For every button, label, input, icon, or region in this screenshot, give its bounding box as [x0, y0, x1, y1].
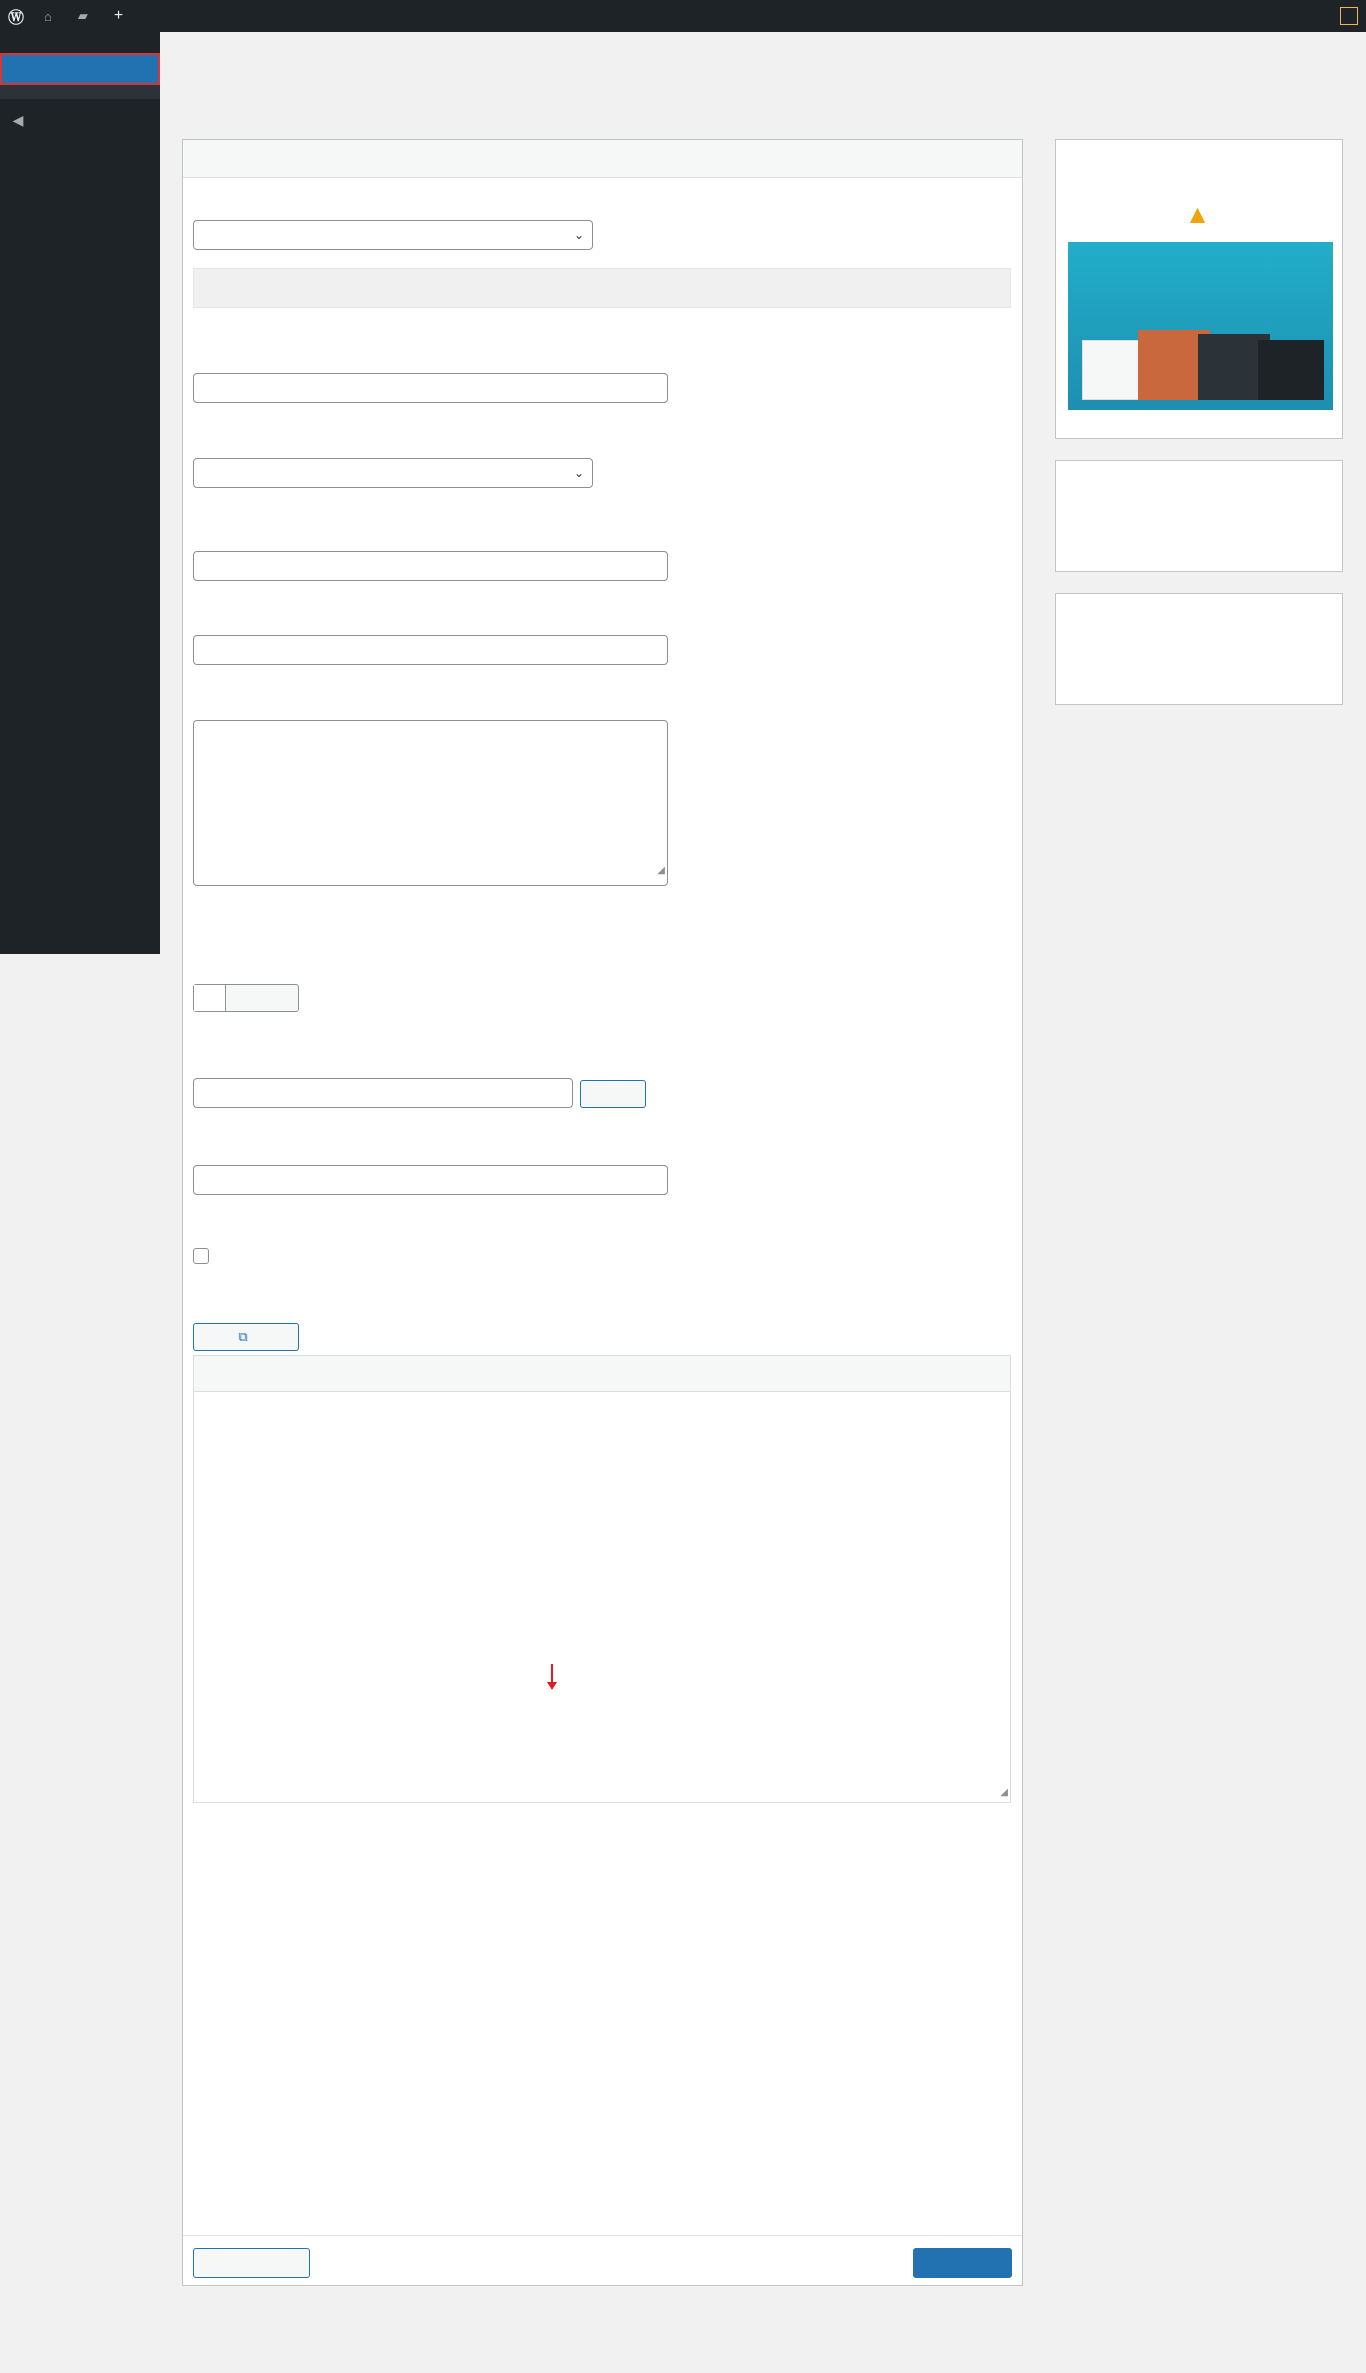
documentation-title [1056, 594, 1342, 614]
our-themes-widget [1055, 139, 1343, 439]
comment-bubble-icon: ▰ [77, 8, 88, 23]
sections-panel [182, 139, 1023, 2286]
appearance-submenu [0, 85, 160, 99]
num-sections-select[interactable] [193, 220, 593, 250]
theme-thumbnail [1258, 340, 1324, 400]
title-input[interactable] [193, 635, 668, 665]
documentation-widget [1055, 593, 1343, 705]
documentation-body [1056, 614, 1342, 626]
admin-sidebar [0, 32, 160, 954]
theme-thumbnail [1082, 340, 1146, 400]
subtitle-input[interactable] [193, 551, 668, 581]
menu-appearance[interactable] [0, 53, 160, 85]
section-content-textarea[interactable] [193, 1391, 1011, 1803]
collapse-menu-button[interactable] [0, 103, 160, 137]
forum-title [1056, 461, 1342, 481]
container-input[interactable] [193, 373, 668, 403]
site-name-link[interactable] [34, 0, 68, 32]
wordpress-logo-icon[interactable]: Ⓦ [8, 9, 25, 27]
resize-handle-icon[interactable]: ◢ [657, 865, 665, 876]
footer-divider [183, 2235, 1022, 2236]
restore-defaults-button[interactable] [193, 2248, 310, 2278]
comments-link[interactable] [68, 0, 104, 32]
hide-section-checkbox[interactable] [193, 1248, 209, 1264]
plus-icon: + [113, 7, 124, 24]
add-media-icon: ⧉ [238, 1329, 248, 1344]
quicktags-toolbar [193, 1355, 1011, 1391]
bgcolor-picker[interactable] [193, 984, 299, 1012]
promo-banner[interactable] [1068, 242, 1333, 410]
color-swatch [194, 985, 226, 1011]
upload-button[interactable] [580, 1080, 646, 1108]
logo-triangle-icon: ▲ [1184, 198, 1211, 229]
home-icon: ⌂ [44, 8, 52, 24]
animation-select[interactable] [193, 458, 593, 488]
panel-title [183, 140, 1022, 178]
annotation-arrow-down-icon [547, 1682, 557, 1690]
chevron-down-icon: ⌄ [573, 466, 584, 480]
save-options-button[interactable] [913, 2248, 1012, 2278]
account-menu[interactable] [1334, 7, 1366, 25]
chevron-down-icon: ⌄ [573, 228, 584, 242]
forum-widget [1055, 460, 1343, 572]
add-media-button[interactable] [193, 1323, 299, 1351]
admin-bar [0, 0, 1366, 32]
select-color-label [226, 985, 298, 1011]
resize-handle-icon[interactable]: ◢ [1000, 1786, 1008, 1798]
collapse-icon: ◀ [12, 111, 24, 128]
avatar [1340, 7, 1358, 25]
section-text-textarea[interactable] [193, 720, 668, 886]
css-class-input[interactable] [193, 1165, 668, 1195]
forum-body [1056, 481, 1342, 493]
our-themes-title [1056, 140, 1342, 160]
new-content-link[interactable] [104, 0, 139, 32]
bgimage-input[interactable] [193, 1078, 573, 1108]
section-1-header[interactable] [193, 268, 1011, 308]
alexathemes-logo[interactable] [1068, 192, 1333, 236]
